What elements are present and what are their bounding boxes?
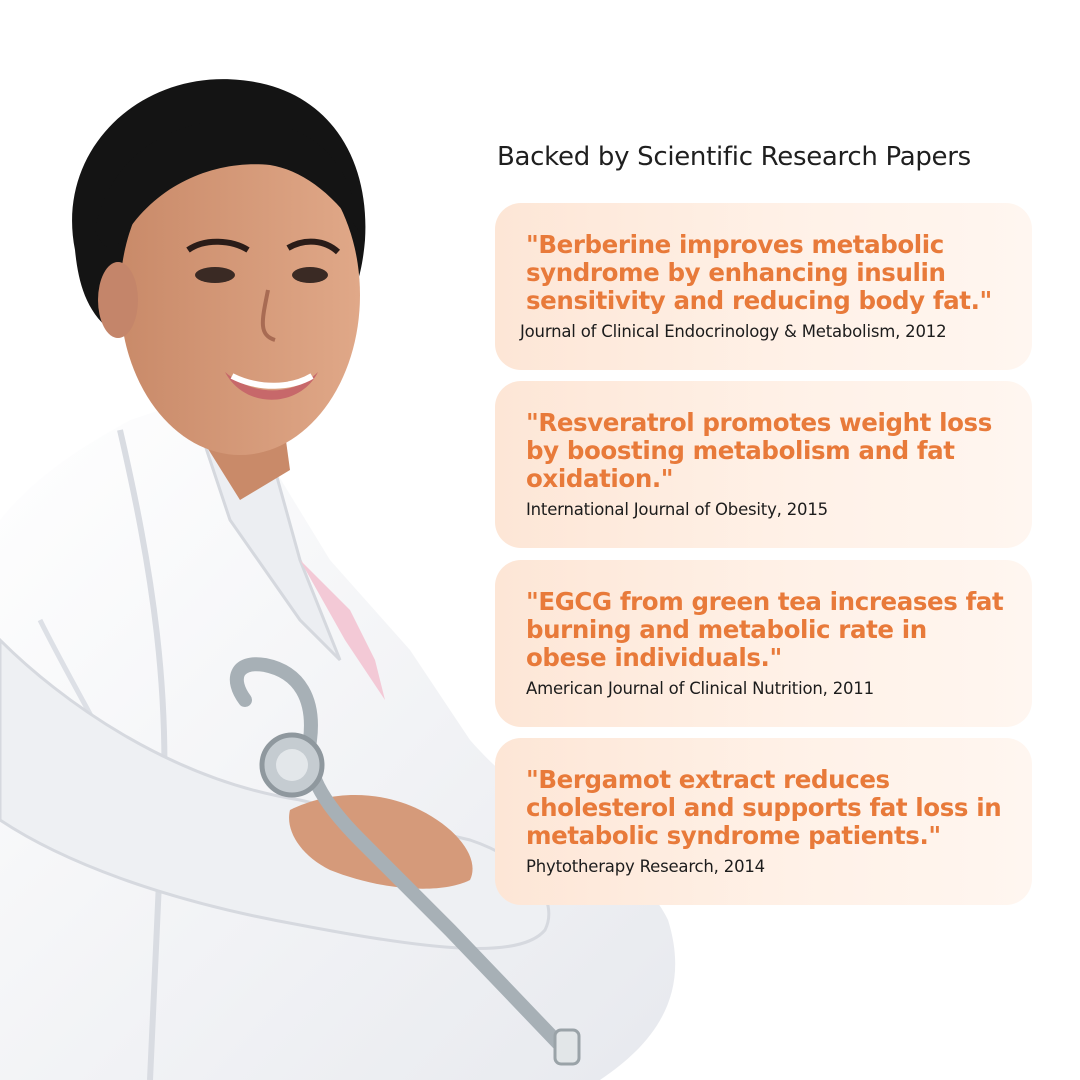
- research-source: Journal of Clinical Endocrinology & Metabolism, 2012: [520, 322, 947, 341]
- research-card: [495, 738, 1032, 905]
- research-source: Phytotherapy Research, 2014: [526, 857, 765, 876]
- research-source: International Journal of Obesity, 2015: [526, 500, 828, 519]
- research-card: [495, 203, 1032, 370]
- research-quote: "Resveratrol promotes weight loss by boosting metabolism and fat oxidation.": [526, 408, 992, 493]
- research-quote: "EGCG from green tea increases fat burning and metabolic rate in obese individuals.": [526, 587, 1004, 672]
- research-quote: "Bergamot extract reduces cholesterol and supports fat loss in metabolic syndrome patients.": [526, 765, 1002, 850]
- research-card: [495, 560, 1032, 727]
- research-source: American Journal of Clinical Nutrition, 2011: [526, 679, 874, 698]
- research-quote: "Berberine improves metabolic syndrome by enhancing insulin sensitivity and reducing body fat.": [526, 230, 992, 315]
- section-heading: Backed by Scientific Research Papers: [497, 142, 971, 172]
- research-card: [495, 381, 1032, 548]
